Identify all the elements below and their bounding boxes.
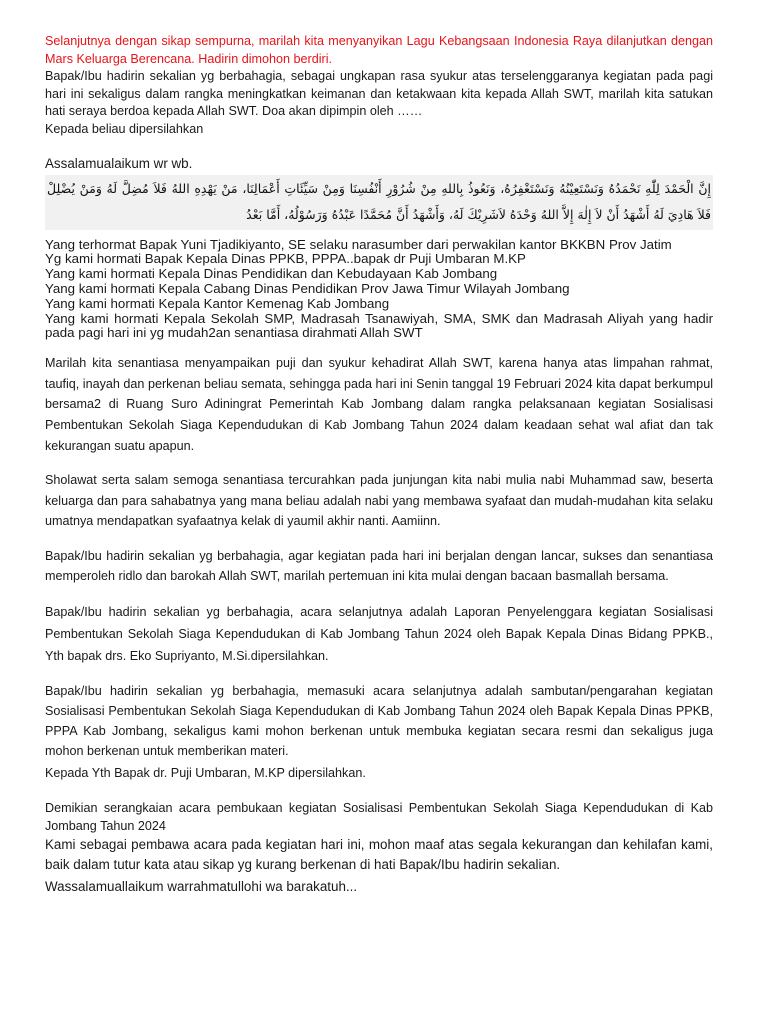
basmallah-paragraph: Bapak/Ibu hadirin sekalian yg berbahagia, agar kegiatan pada hari ini berjalan dengan lancar, sukses dan senantiasa memperoleh ridlo dan barokah Allah SWT, marilah pertemuan ini kita mulai dengan bacaan basmallah bersama. — [45, 548, 713, 584]
honors-item: Yg kami hormati Bapak Kepala Dinas PPKB, PPPA..bapak dr Puji Umbaran M.KP — [45, 251, 526, 267]
honors-item: Yang terhormat Bapak Yuni Tjadikiyanto, SE selaku narasumber dari perwakilan kantor BKKBN Prov Jatim — [45, 236, 672, 252]
closing-paragraph: Demikian serangkaian acara pembukaan kegiatan Sosialisasi Pembentukan Sekolah Siaga Kependudukan di Kab Jombang Tahun 2024 — [45, 800, 713, 833]
instruction-red-text: Selanjutnya dengan sikap sempurna, marilah kita menyanyikan Lagu Kebangsaan Indonesia Raya dilanjutkan dengan Mars Keluarga Berencana. Hadirin dimohon berdiri. — [45, 34, 713, 66]
honors-item: Yang kami hormati Kepala Cabang Dinas Pendidikan Prov Jawa Timur Wilayah Jombang — [45, 280, 570, 296]
apology-paragraph: Kami sebagai pembawa acara pada kegiatan hari ini, mohon maaf atas segala kekurangan dan kehilafan kami, baik dalam tutur kata atau sikap yg kurang berkenan di hati Bapak/Ibu hadirin sekalian. — [45, 836, 713, 873]
sholawat-paragraph: Sholawat serta salam semoga senantiasa tercurahkan pada junjungan kita nabi mulia nabi Muhammad saw, beserta keluarga dan para sahabatnya yang mana beliau adalah nabi yang membawa syafaat dan mudah-mudahan kita selaku umatnya mendapatkan syafaatnya kelak di yaumil akhir nanti. Aamiinn. — [45, 473, 713, 529]
puji-paragraph: Marilah kita senantiasa menyampaikan puji dan syukur kehadirat Allah SWT, karena hanya atas limpahan rahmat, taufiq, inayah dan perkenan beliau semata, sehingga pada hari ini Senin tanggal 19 Februari 2024 kita dapat berkumpul bersama2 di Ruang Suro Adiningrat Pemerintah Kab Jombang dalam rangka pelaksanaan kegiatan Sosialisasi Pembentukan Sekolah Siaga Kependudukan di Kab Jombang Tahun 2024 dalam keadaan sehat wal afiat dan tak kekurangan suatu apapun. — [45, 356, 713, 453]
honors-item: Yang kami hormati Kepala Sekolah SMP, Madrasah Tsanawiyah, SMA, SMK dan Madrasah Aliyah yang hadir pada pagi hari ini yg mudah2an senantiasa dirahmati Allah SWT — [45, 310, 713, 341]
sambutan-invite: Kepada Yth Bapak dr. Puji Umbaran, M.KP dipersilahkan. — [45, 766, 366, 781]
document-page — [45, 30, 713, 897]
intro-invite: Kepada beliau dipersilahkan — [45, 121, 204, 136]
honors-item: Yang kami hormati Kepala Dinas Pendidikan dan Kebudayaan Kab Jombang — [45, 266, 498, 282]
honors-list — [45, 238, 713, 342]
sambutan-paragraph: Bapak/Ibu hadirin sekalian yg berbahagia, memasuki acara selanjutnya adalah sambutan/pengarahan kegiatan Sosialisasi Pembentukan Sekolah Siaga Kependudukan di Kab Jombang Tahun 2024 oleh Bapak Kepala Dinas PPKB, PPPA Kab Jombang, sekaligus kami mohon berkenan untuk membuka kegiatan secara resmi dan sekaligus juga mohon berkenan untuk memberikan materi. — [45, 684, 713, 759]
arabic-opening-prayer: إِنَّ الْحَمْدَ لِلّٰهِ نَحْمَدُهُ وَنَسْتَعِيْنُهُ وَنَسْتَغْفِرُهُ، وَنَعُوذُ بِاللهِ مِنْ شُرُوْرِ أَنْفُسِنَا وَمِنْ سَيِّئَاتِ أَعْمَالِنَا، مَنْ يَهْدِهِ اللهُ فَلاَ مُضِلَّ لَهُ وَمَنْ يُضْلِلْ فَلاَ هَادِيَ لَهُ أَشْهَدُ أَنْ لاَ إِلٰهَ إِلاَّ اللهُ وَحْدَهُ لاَشَرِيْكَ لَهُ، وَأَشْهَدُ أَنَّ مُحَمَّدًا عَبْدُهُ وَرَسُوْلُهُ، أَمَّا بَعْدُ — [45, 175, 713, 230]
honors-item: Yang kami hormati Kepala Kantor Kemenag Kab Jombang — [45, 295, 390, 311]
intro-paragraph: Bapak/Ibu hadirin sekalian yg berbahagia, sebagai ungkapan rasa syukur atas terselenggaranya kegiatan pada pagi hari ini sekaligus dalam rangka meningkatkan keimanan dan ketakwaan kita kepada Allah SWT, marilah kita satukan hati seraya berdoa kepada Allah SWT. Doa akan dipimpin oleh …… — [45, 69, 713, 119]
laporan-paragraph: Bapak/Ibu hadirin sekalian yg berbahagia, acara selanjutnya adalah Laporan Penyelenggara kegiatan Sosialisasi Pembentukan Sekolah Siaga Kependudukan di Kab Jombang Tahun 2024 oleh Bapak Kepala Dinas Bidang PPKB., Yth bapak drs. Eko Supriyanto, M.Si.dipersilahkan. — [45, 605, 713, 664]
greeting: Assalamualaikum wr wb. — [45, 155, 193, 171]
closing-salam: Wassalamuallaikum warrahmatullohi wa barakatuh... — [45, 878, 358, 894]
